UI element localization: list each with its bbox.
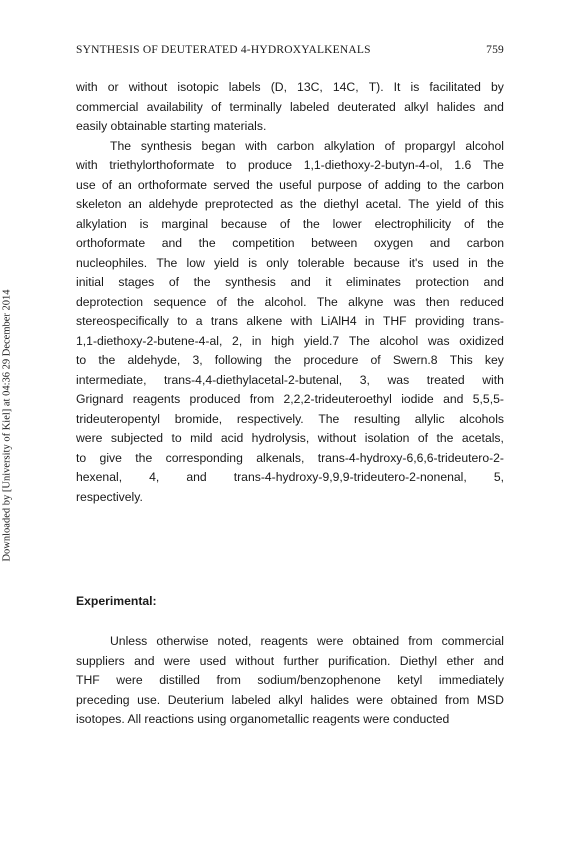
text-line: initial stages of the synthesis and it eliminates protection and [76,275,504,289]
text-line: use of an orthoformate served the useful purpose of adding to the carbon [76,177,504,192]
text-line: easily obtainable starting materials. [76,119,267,133]
experimental-body [76,632,504,730]
text-line: nucleophiles. The low yield is only tolerable because it's used in the [76,255,504,270]
page-number: 759 [486,44,504,56]
paragraph-3 [76,632,504,730]
text-line: Grignard reagents produced from 2,2,2-trideuteroethyl iodide and 5,5,5- [76,392,504,406]
text-line: trideuteropentyl bromide, respectively. The resulting allylic alcohols [76,411,504,426]
text-line: with or without isotopic labels (D, 13C, 14C, T). It is facilitated by [76,80,504,94]
text-line: stereospecifically to a trans alkene with LiAlH4 in THF providing trans- [76,314,504,328]
text-line: to the aldehyde, 3, following the procedure of Swern.8 This key [76,353,504,367]
text-line: preceding use. Deuterium labeled alkyl halides were obtained from MSD [76,692,504,707]
text-line: with triethylorthoformate to produce 1,1-diethoxy-2-butyn-4-ol, 1.6 The [76,158,504,172]
text-line: The synthesis began with carbon alkylation of propargyl alcohol [110,138,504,153]
text-line: 1,1-diethoxy-2-butene-4-al, 2, in high yield.7 The alcohol was oxidized [76,333,504,348]
download-watermark: Downloaded by [University of Kiel] at 04:36 29 December 2014 [1,289,13,562]
text-line: were subjected to mild acid hydrolysis, without isolation of the acetals, [76,431,504,445]
text-line: orthoformate and the competition between oxygen and carbon [76,236,504,250]
paragraph-2 [76,137,504,508]
text-line: THF were distilled from sodium/benzophenone ketyl immediately [76,673,504,687]
text-line: alkylation is marginal because of the lower electrophilicity of the [76,216,504,231]
text-line: deprotection sequence of the alcohol. The alkyne was then reduced [76,294,504,309]
text-line: isotopes. All reactions using organometallic reagents were conducted [76,712,450,726]
text-line: Unless otherwise noted, reagents were obtained from commercial [110,634,504,648]
article-body [76,78,504,507]
text-line: suppliers and were used without further purification. Diethyl ether and [76,653,504,668]
section-heading: Experimental: [76,594,157,608]
text-line: hexenal, 4, and trans-4-hydroxy-9,9,9-trideutero-2-nonenal, 5, [76,470,504,484]
text-line: commercial availability of terminally labeled deuterated alkyl halides and [76,99,504,114]
text-line: intermediate, trans-4,4-diethylacetal-2-butenal, 3, was treated with [76,372,504,387]
text-line: respectively. [76,489,143,504]
paragraph-1 [76,78,504,137]
text-line: skeleton an aldehyde preprotected as the diethyl acetal. The yield of this [76,197,504,211]
text-line: to give the corresponding alkenals, trans-4-hydroxy-6,6,6-trideutero-2- [76,450,504,465]
running-title: SYNTHESIS OF DEUTERATED 4-HYDROXYALKENALS [76,44,371,56]
